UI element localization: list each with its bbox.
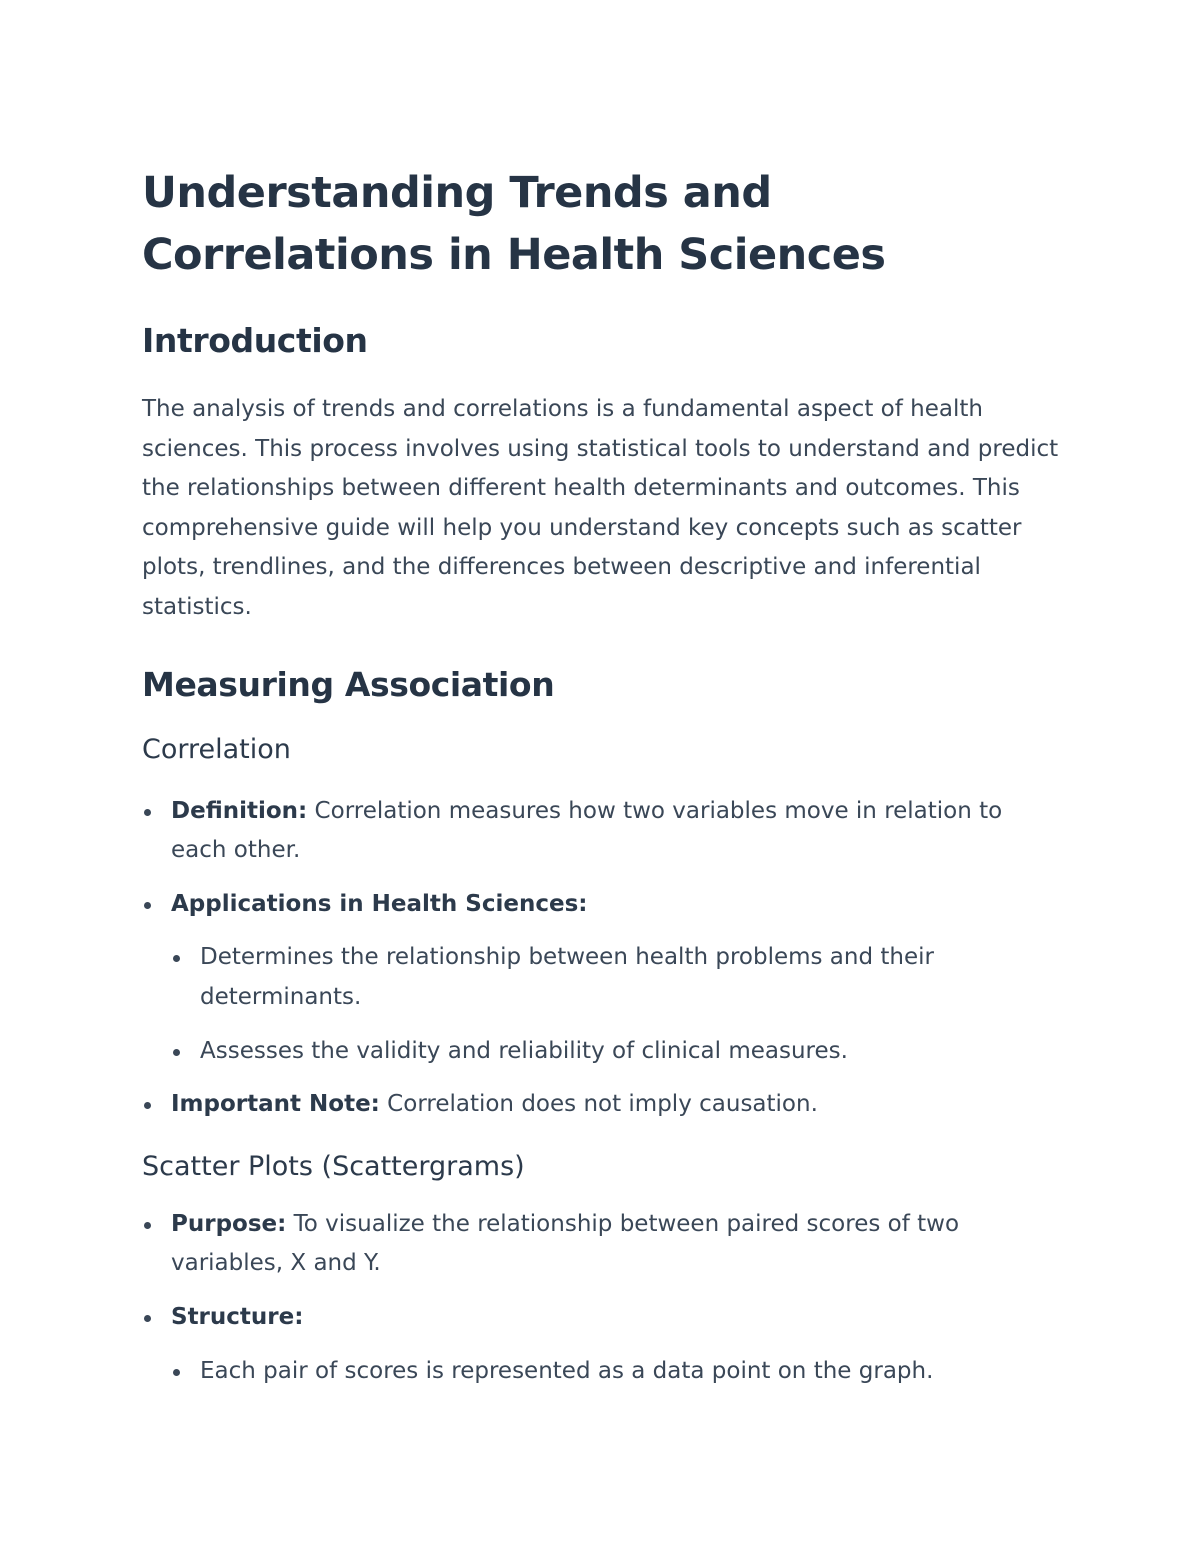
list-item-purpose — [142, 1205, 1062, 1284]
applications-sublist — [171, 938, 1062, 1071]
application-item: Assesses the validity and reliability of clinical measures. — [171, 1032, 1062, 1072]
list-item-note — [142, 1085, 1062, 1125]
structure-item: Each pair of scores is represented as a data point on the graph. — [171, 1352, 1062, 1392]
list-item-structure — [142, 1298, 1062, 1391]
applications-label: Applications in Health Sciences: — [171, 890, 588, 917]
note-label: Important Note: — [171, 1091, 380, 1118]
note-text: Correlation does not imply causation. — [379, 1091, 818, 1118]
scatter-plots-list — [142, 1205, 1062, 1391]
structure-sublist — [171, 1352, 1062, 1392]
introduction-paragraph: The analysis of trends and correlations is a fundamental aspect of health sciences. This process involves using statistical tools to understand and predict the relationships between different health determinants and outcomes. This comprehensive guide will help you understand key concepts such as scatter plots, trendlines, and the differences between descriptive and inferential statistics. — [142, 396, 1059, 620]
list-item-definition — [142, 792, 1062, 871]
purpose-label: Purpose: — [171, 1210, 287, 1237]
document-page — [142, 162, 1062, 1391]
measuring-association-heading: Measuring Association — [142, 664, 555, 704]
scatter-plots-heading: Scatter Plots (Scattergrams) — [142, 1150, 525, 1182]
purpose-text: To visualize the relationship between paired scores of two variables, X and Y. — [171, 1210, 960, 1277]
definition-label: Definition: — [171, 797, 308, 824]
definition-text: Correlation measures how two variables move in relation to each other. — [171, 797, 1003, 864]
introduction-heading: Introduction — [142, 321, 368, 360]
correlation-heading: Correlation — [142, 733, 291, 765]
document-title: Understanding Trends and Correlations in Health Sciences — [142, 168, 886, 280]
structure-label: Structure: — [171, 1303, 304, 1330]
list-item-applications — [142, 885, 1062, 1071]
application-item: Determines the relationship between health problems and their determinants. — [171, 938, 1062, 1017]
correlation-list — [142, 792, 1062, 1125]
